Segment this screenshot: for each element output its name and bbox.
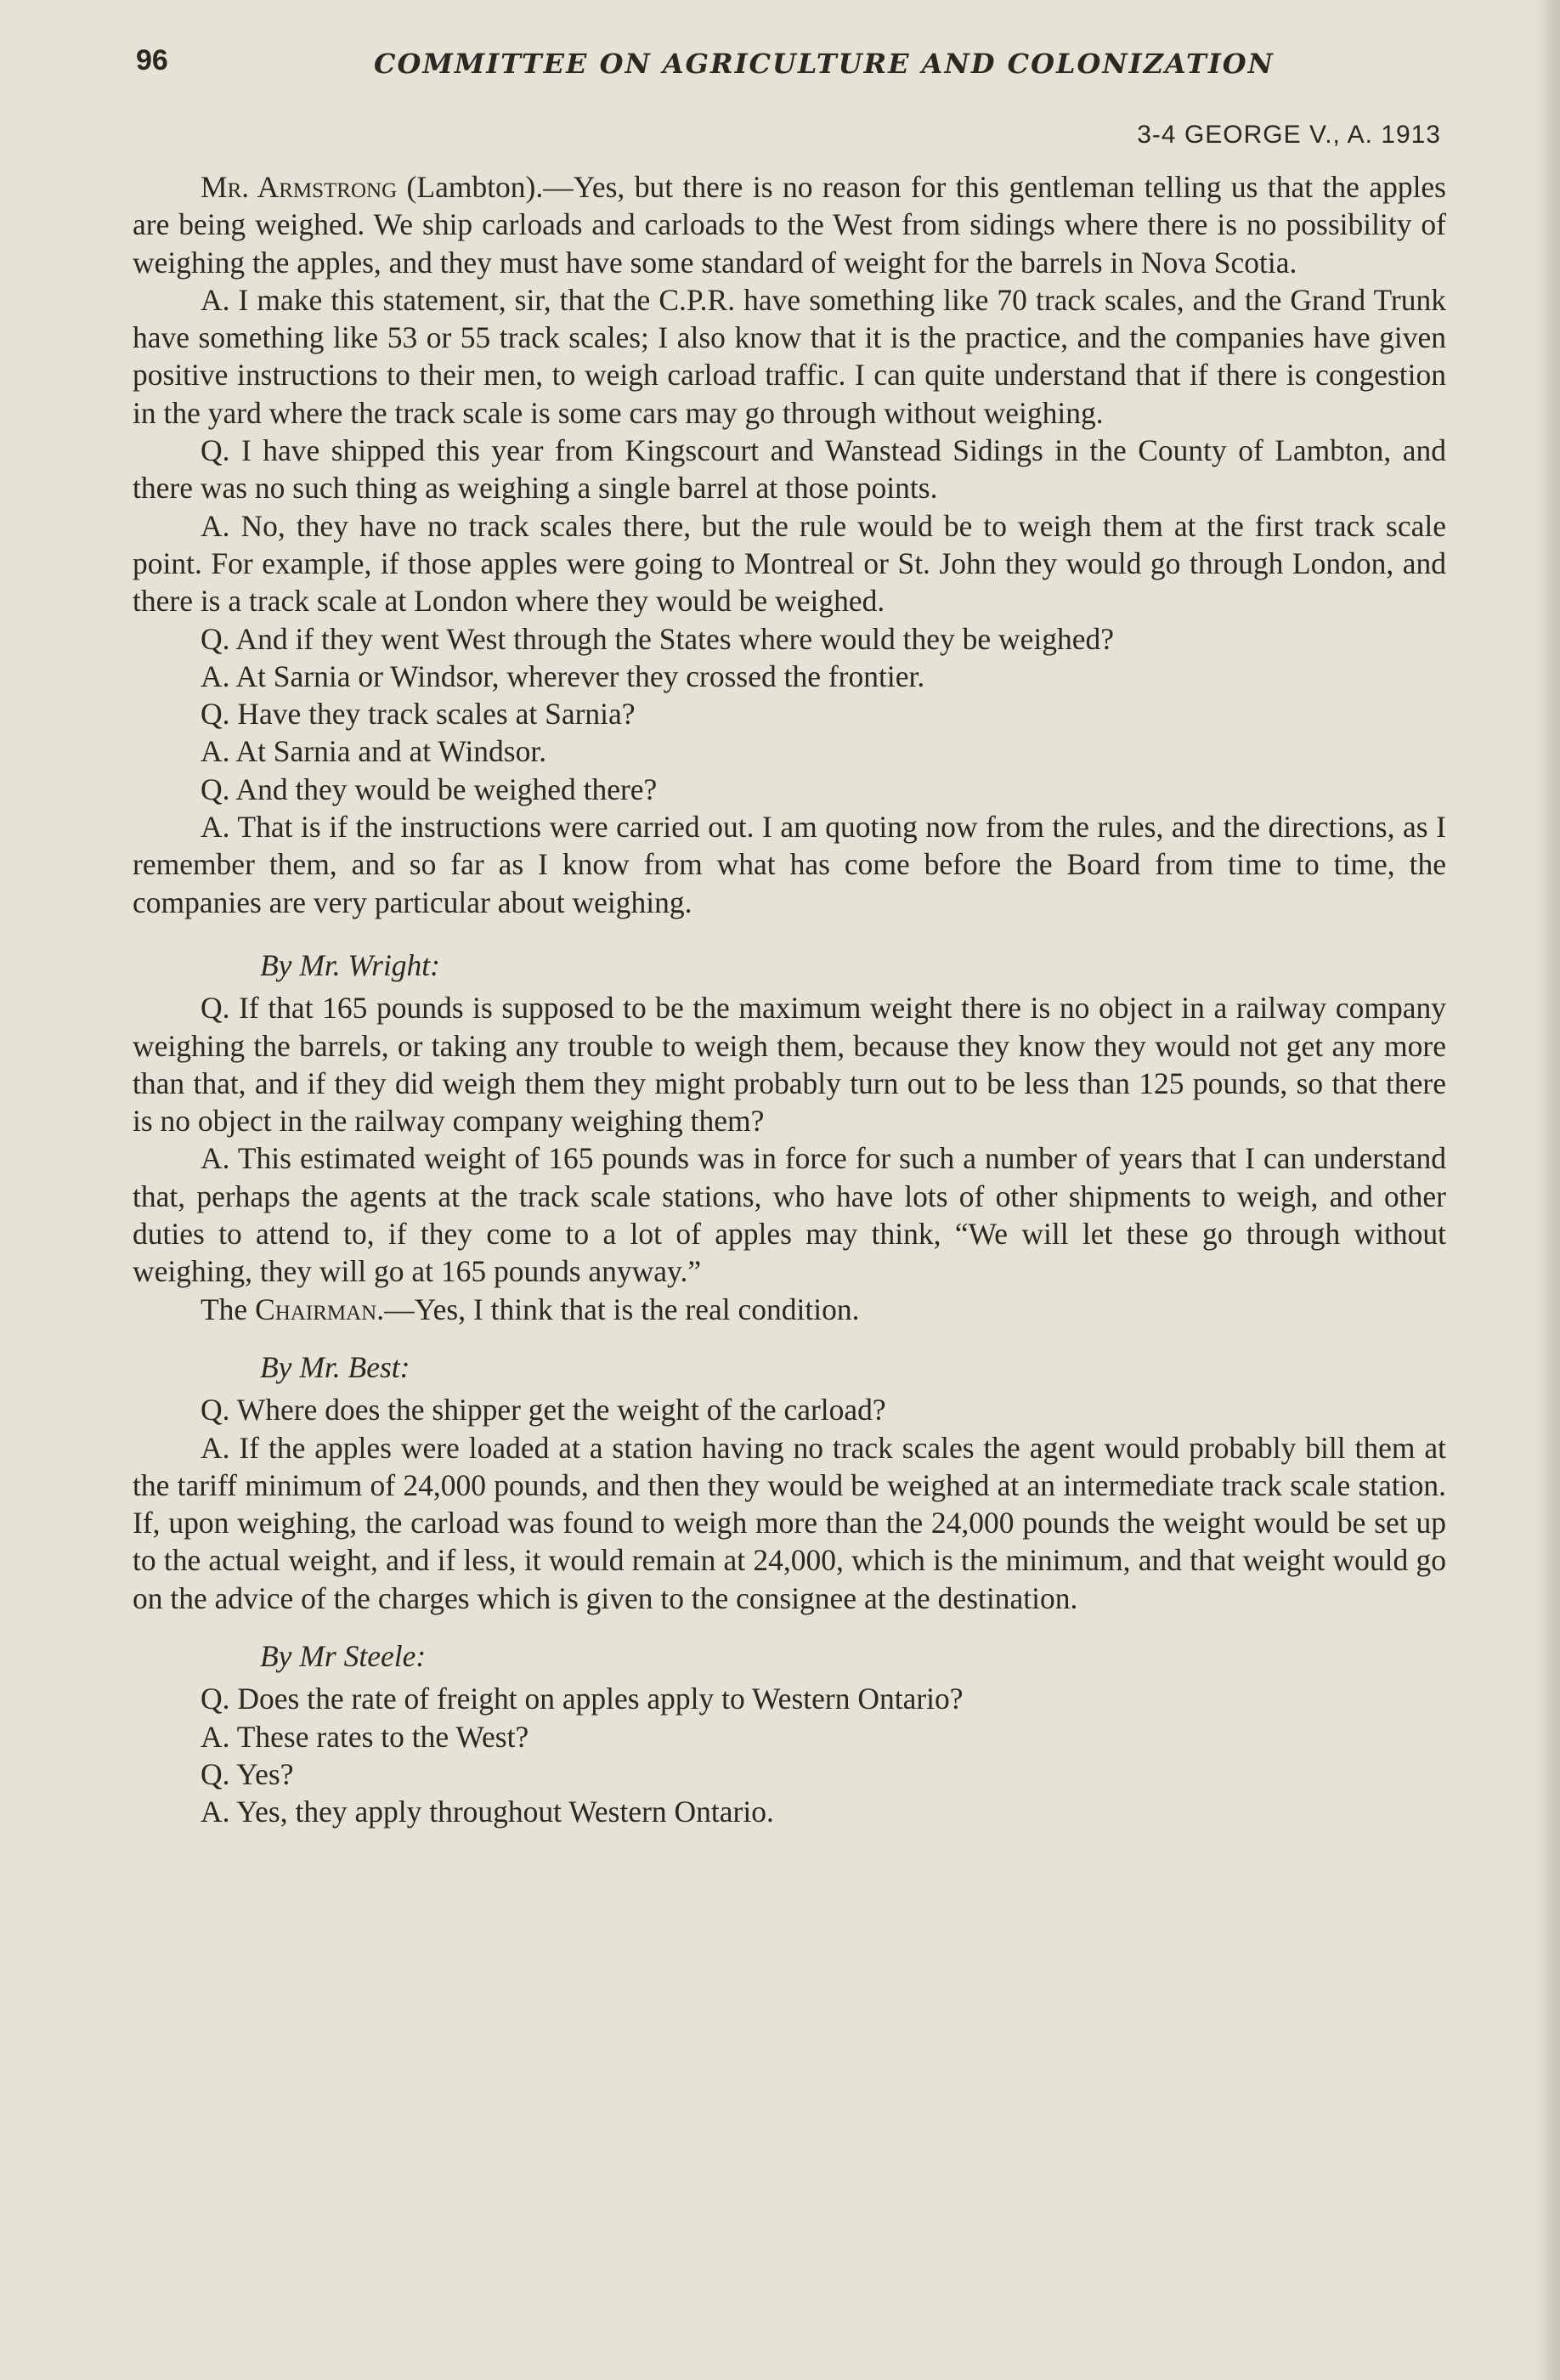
running-title: COMMITTEE ON AGRICULTURE AND COLONIZATION [374, 48, 1275, 80]
page-header [136, 44, 1444, 95]
speaker-name: Mr. Armstrong [201, 170, 398, 204]
question-paragraph: Q. Does the rate of freight on apples apply to Western Ontario? [201, 1682, 964, 1716]
question-paragraph: Q. And they would be weighed there? [201, 772, 658, 806]
answer-paragraph: A. These rates to the West? [201, 1719, 529, 1754]
session-reference: 3-4 GEORGE V., A. 1913 [1137, 121, 1441, 149]
paragraph-text: (Lambton).—Yes, but there is no reason for this gentleman telling us that the apples are being weighed. We ship carloads and carloads to the West from sidings where there is no possibility of weighing the apples, and they must have some standard of weight for the barrels in Nova Scotia. [133, 170, 1446, 280]
question-paragraph: Q. If that 165 pounds is supposed to be the maximum weight there is no object in a railway company weighing the barrels, or taking any trouble to weigh them, because they know they would not get any more than that, and if they did weigh them they might probably turn out to be less than 125 pounds, so that there is no object in the railway company weighing them? [133, 991, 1446, 1139]
answer-paragraph: A. At Sarnia or Windsor, wherever they crossed the frontier. [201, 659, 925, 693]
question-paragraph: Q. Have they track scales at Sarnia? [201, 697, 636, 732]
section-heading-best: By Mr. Best: [260, 1349, 410, 1384]
question-paragraph: Q. I have shipped this year from Kingscourt and Wanstead Sidings in the County of Lambton, and there was no such thing as weighing a single barrel at those points. [133, 433, 1446, 506]
paragraph [133, 1291, 1446, 1328]
answer-paragraph: A. This estimated weight of 165 pounds was in force for such a number of years that I can understand that, perhaps the agents at the track scale stations, who have lots of other shipments to weigh, and other duties to attend to, if they come to a lot of apples may think, “We will let these go through without weighing, they will go at 165 pounds anyway.” [133, 1141, 1446, 1289]
question-paragraph: Q. Yes? [201, 1756, 294, 1791]
answer-paragraph: A. Yes, they apply throughout Western Ontario. [201, 1795, 774, 1829]
answer-paragraph: A. No, they have no track scales there, but the rule would be to weigh them at the first track scale point. For example, if those apples were going to Montreal or St. John they would go through London, and there is a track scale at London where they would be weighed. [133, 508, 1446, 619]
page-number: 96 [136, 44, 168, 76]
page-edge-shadow [1535, 0, 1560, 2380]
question-paragraph: Q. And if they went West through the States where would they be weighed? [201, 621, 1115, 656]
paragraph-text: .—Yes, I think that is the real condition. [376, 1292, 860, 1326]
paragraph-prefix: The [201, 1292, 256, 1326]
answer-paragraph: A. That is if the instructions were carried out. I am quoting now from the rules, and the directions, as I remember them, and so far as I know from what has come before the Board from time to time, the companies are very particular about weighing. [133, 810, 1446, 919]
transcript-body [133, 168, 1446, 1830]
answer-paragraph: A. At Sarnia and at Windsor. [201, 734, 547, 769]
section-heading-steele: By Mr Steele: [260, 1638, 427, 1673]
answer-paragraph: A. I make this statement, sir, that the C.P.R. have something like 70 track scales, and the Grand Trunk have something like 53 or 55 track scales; I also know that it is the practice, and the companies have given positive instructions to their men, to weigh carload traffic. I can quite understand that if there is congestion in the yard where the track scale is some cars may go through without weighing. [133, 282, 1446, 430]
paragraph [133, 168, 1446, 281]
section-heading-wright: By Mr. Wright: [260, 947, 440, 982]
answer-paragraph: A. If the apples were loaded at a station having no track scales the agent would probably bill them at the tariff minimum of 24,000 pounds, and then they would be weighed at an intermediate track scale station. If, upon weighing, the carload was found to weigh more than the 24,000 pounds the weight would be set up to the actual weight, and if less, it would remain at 24,000, which is the minimum, and that weight would go on the advice of the charges which is given to the consignee at the destination. [133, 1430, 1446, 1615]
speaker-name: Chairman [255, 1292, 377, 1326]
question-paragraph: Q. Where does the shipper get the weight of the carload? [201, 1393, 886, 1427]
